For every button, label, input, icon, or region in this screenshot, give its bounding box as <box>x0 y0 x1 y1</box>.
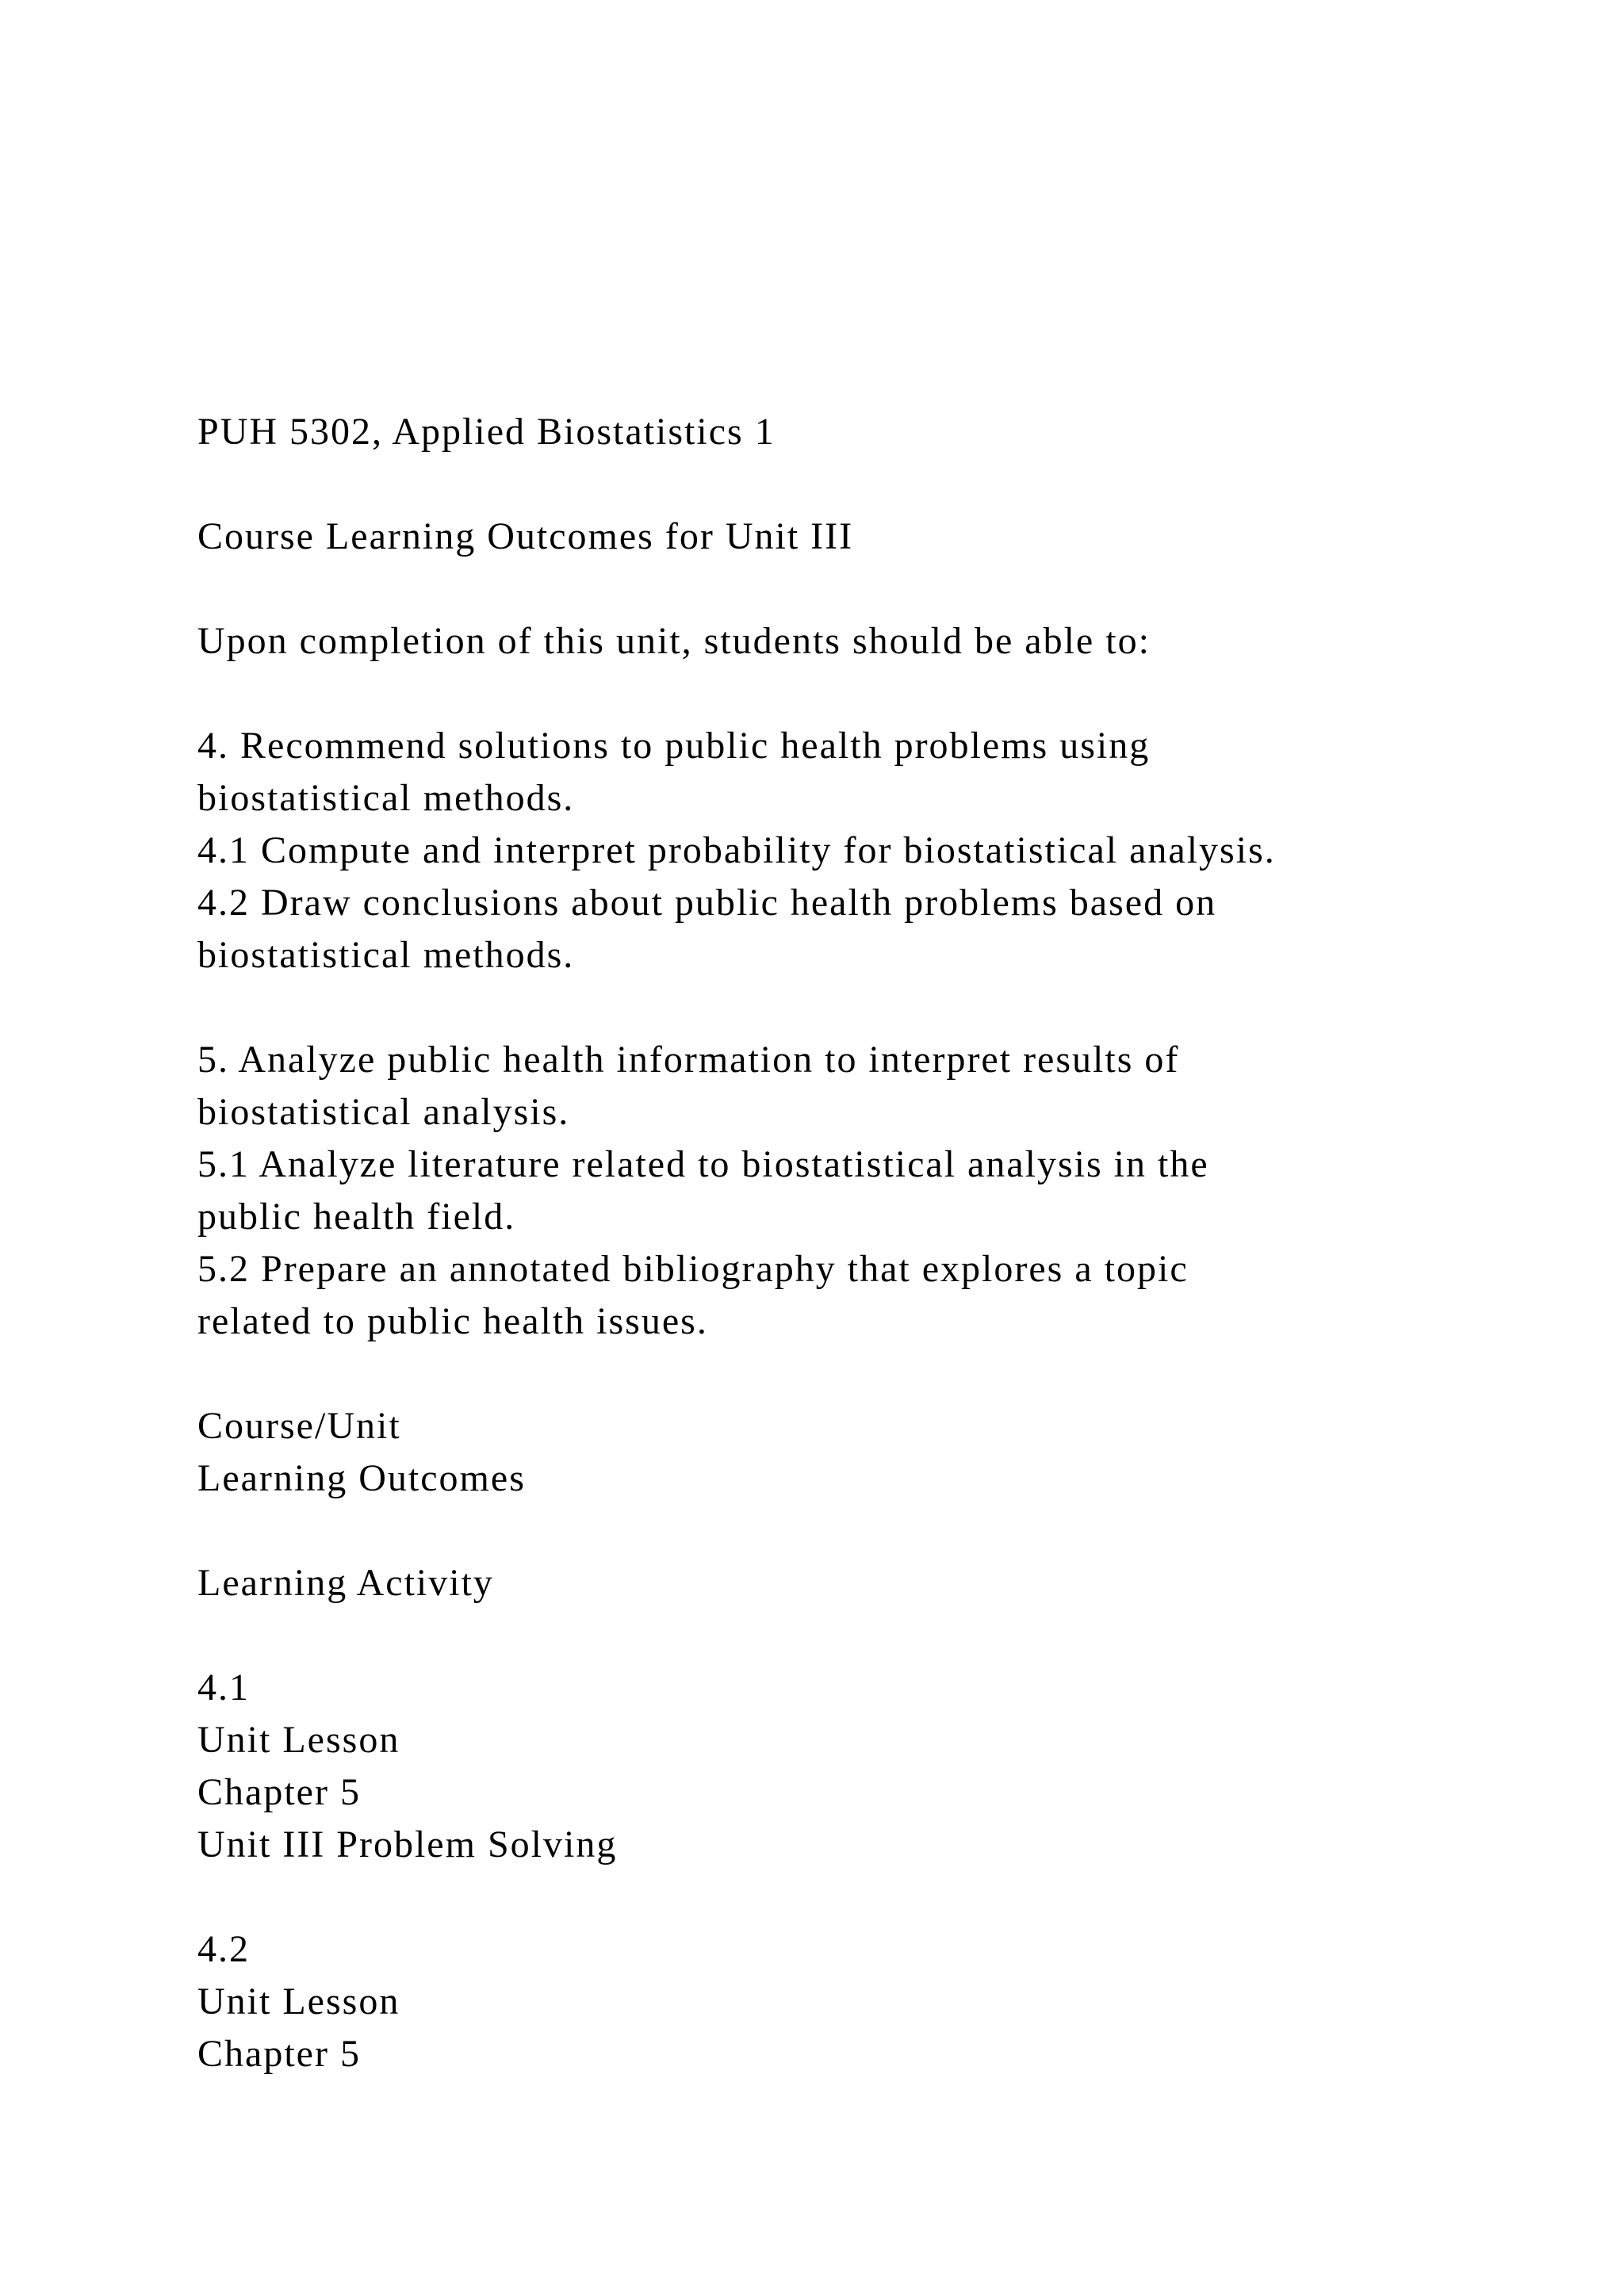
blank-line <box>197 1348 1276 1400</box>
blank-line <box>197 1871 1276 1923</box>
outcome-5-1-cont: public health field. <box>197 1196 516 1238</box>
row-outcome: 4.2 <box>197 1928 250 1970</box>
intro-text: Upon completion of this unit, students should be able to: <box>197 620 1151 662</box>
outcome-4: 4. Recommend solutions to public health problems using <box>197 725 1151 767</box>
outcome-4-2-cont: biostatistical methods. <box>197 934 575 976</box>
section-heading: Course Learning Outcomes for Unit III <box>197 515 854 557</box>
row-activity: Unit Lesson <box>197 1980 400 2022</box>
table-header-outcomes: Course/Unit <box>197 1405 401 1447</box>
blank-line <box>197 668 1276 720</box>
blank-line <box>197 563 1276 615</box>
row-outcome: 4.1 <box>197 1667 250 1709</box>
outcome-5-2-cont: related to public health issues. <box>197 1300 708 1342</box>
row-activity: Unit Lesson <box>197 1719 400 1761</box>
outcome-5-2: 5.2 Prepare an annotated bibliography that explores a topic <box>197 1248 1189 1290</box>
blank-line <box>197 982 1276 1034</box>
row-activity: Chapter 5 <box>197 2033 361 2075</box>
blank-line <box>197 1609 1276 1662</box>
outcome-5-1: 5.1 Analyze literature related to biostatistical analysis in the <box>197 1143 1209 1185</box>
table-header-activity: Learning Activity <box>197 1562 494 1604</box>
blank-line <box>197 458 1276 511</box>
row-activity: Unit III Problem Solving <box>197 1823 618 1866</box>
outcome-4-2: 4.2 Draw conclusions about public health problems based on <box>197 882 1217 924</box>
outcome-4-cont: biostatistical methods. <box>197 777 575 819</box>
blank-line <box>197 1505 1276 1557</box>
document-body <box>197 406 1276 2080</box>
course-title: PUH 5302, Applied Biostatistics 1 <box>197 411 776 453</box>
outcome-4-1: 4.1 Compute and interpret probability for biostatistical analysis. <box>197 829 1276 871</box>
table-header-outcomes-cont: Learning Outcomes <box>197 1457 526 1499</box>
row-activity: Chapter 5 <box>197 1771 361 1813</box>
outcome-5: 5. Analyze public health information to interpret results of <box>197 1039 1180 1081</box>
outcome-5-cont: biostatistical analysis. <box>197 1091 570 1133</box>
